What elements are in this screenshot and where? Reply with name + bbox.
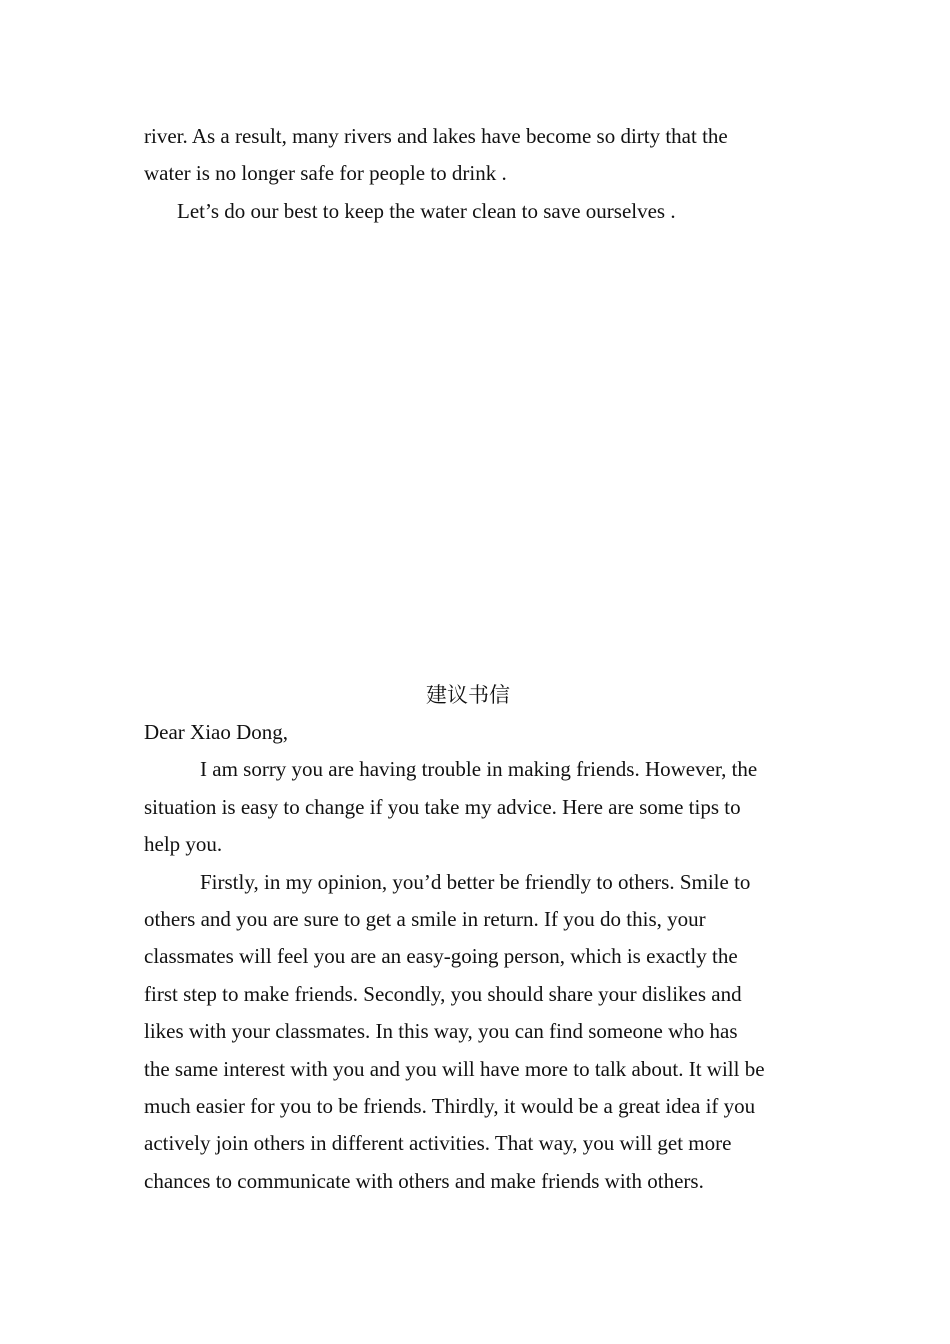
text-line: I am sorry you are having trouble in making friends. However, the <box>200 757 758 782</box>
text-line: chances to communicate with others and make friends with others. <box>144 1168 704 1193</box>
text-line: Firstly, in my opinion, you’d better be friendly to others. Smile to <box>200 869 751 894</box>
text-line: situation is easy to change if you take my advice. Here are some tips to <box>144 794 741 819</box>
text-line: water is no longer safe for people to drink . <box>144 161 507 186</box>
top-text-block <box>144 118 814 230</box>
text-line: Let’s do our best to keep the water clean to save ourselves . <box>177 198 676 223</box>
text-line: classmates will feel you are an easy-going person, which is exactly the <box>144 944 738 969</box>
text-line: first step to make friends. Secondly, you should share your dislikes and <box>144 981 742 1006</box>
letter-paragraph-1 <box>144 751 814 863</box>
letter-paragraph-2 <box>144 864 814 1201</box>
text-line: others and you are sure to get a smile in return. If you do this, your <box>144 907 706 932</box>
letter-body <box>144 714 814 1200</box>
text-line: the same interest with you and you will have more to talk about. It will be <box>144 1056 765 1081</box>
letter-greeting: Dear Xiao Dong, <box>144 720 289 744</box>
text-line: actively join others in different activities. That way, you will get more <box>144 1131 732 1156</box>
letter-title: 建议书信 <box>426 683 510 707</box>
text-line: help you. <box>144 832 223 857</box>
text-line: likes with your classmates. In this way, you can find someone who has <box>144 1019 738 1044</box>
text-line: much easier for you to be friends. Thirdly, it would be a great idea if you <box>144 1094 756 1119</box>
text-line: river. As a result, many rivers and lakes have become so dirty that the <box>144 124 728 148</box>
